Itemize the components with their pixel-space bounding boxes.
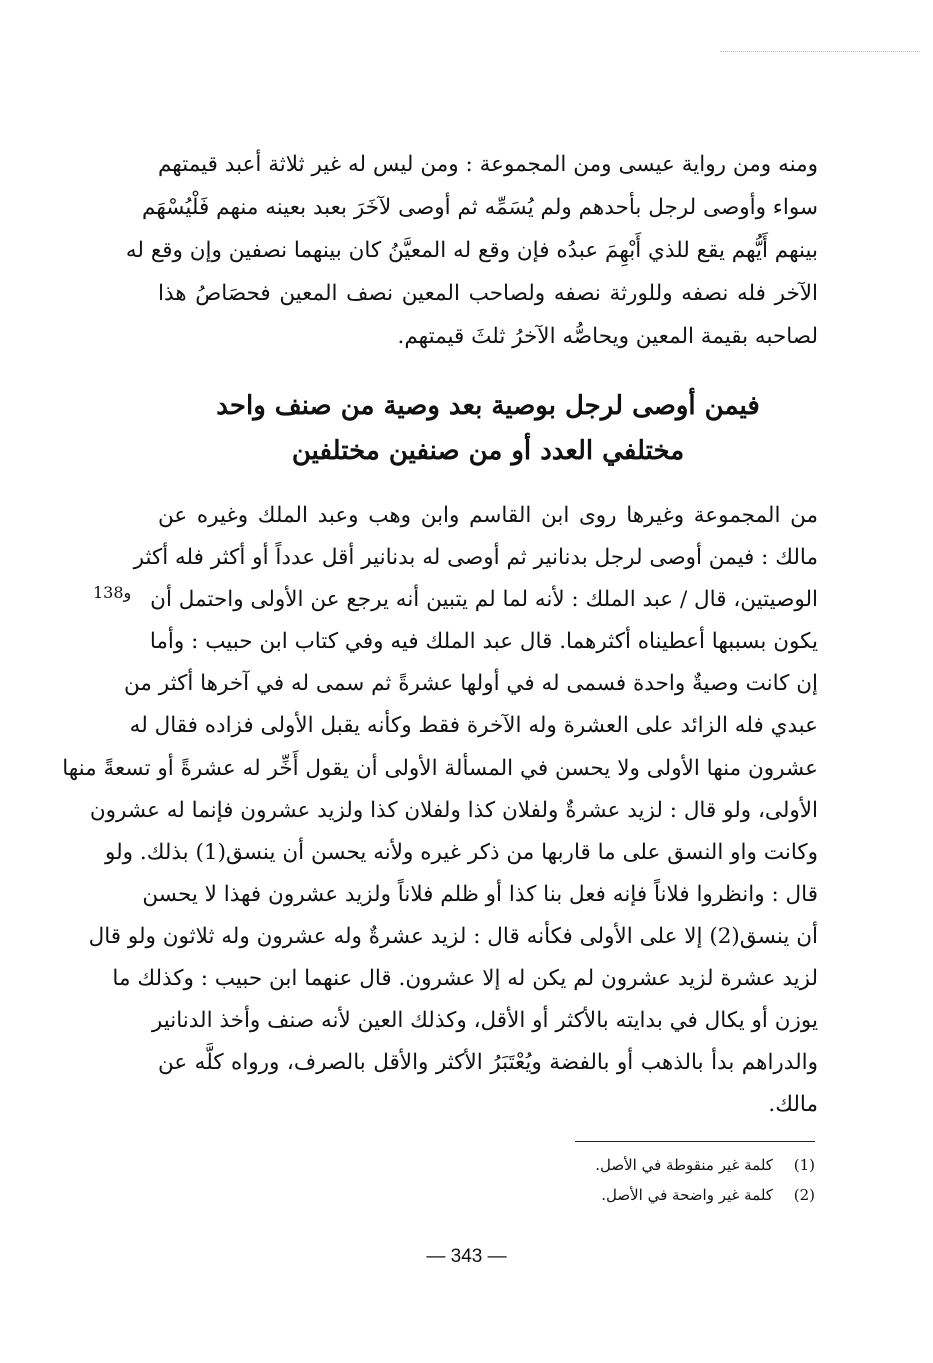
footnote-2 [395, 1186, 815, 1204]
section-heading-line-2: مختلفي العدد أو من صنفين مختلفين [291, 436, 685, 466]
text-line: لزيد عشرة لزيد عشرون لم يكن له إلا عشرون. قال عنهما ابن حبيب : وكذلك ما [112, 966, 818, 992]
text-line: عبدي فله الزائد على العشرة وله الآخرة فقط وكأنه يقبل الأولى فزاده فقال له [129, 713, 818, 739]
text-line: وكانت واو النسق على ما قاربها من ذكر غيره ولأنه يحسن أن ينسق(1) بذلك. ولو [105, 839, 818, 865]
text-line: الوصيتين، قال / عبد الملك : لأنه لما لم يتبين أنه يرجع عن الأولى واحتمل أن [150, 587, 818, 613]
text-line: الآخر فله نصفه وللورثة نصفه ولصاحب المعين نصف المعين فحصَاصُ هذا [158, 281, 818, 306]
footnote-text: كلمة غير منقوطة في الأصل. [595, 1156, 773, 1174]
text-line: قال : وانظروا فلاناً فإنه فعل بنا كذا أو ظلم فلاناً ولزيد عشرون فهذا لا يحسن [142, 881, 818, 907]
text-line: من المجموعة وغيرها روى ابن القاسم وابن وهب وعبد الملك وغيره عن [158, 503, 818, 528]
text-line: بينهم أَيُّهم يقع للذي أَبْهِمَ عبدُه فإن وقع له المعيَّنُ كان بينهما نصفين وإن وقع له [125, 238, 818, 263]
text-line: عشرون منها الأولى ولا يحسن في المسألة الأولى أن يقول أَخِّر له عشرةً أو تسعةً منها [62, 755, 818, 781]
page-number: — 343 — [426, 1246, 507, 1267]
text-line: الأولى، ولو قال : لزيد عشرةٌ ولفلان كذا ولفلان كذا ولزيد عشرون فإنما له عشرون [89, 797, 818, 823]
footnote-number: (1) [793, 1156, 815, 1174]
section-heading-line-1: فيمن أوصى لرجل بوصية بعد وصية من صنف واحد [216, 391, 760, 421]
folio-margin-note: 138و [93, 583, 132, 602]
footnote-text: كلمة غير واضحة في الأصل. [601, 1186, 773, 1204]
text-line: ومنه ومن رواية عيسى ومن المجموعة : ومن ليس له غير ثلاثة أعبد قيمتهم [158, 152, 818, 177]
text-line: يوزن أو يكال في بدايته بالأكثر أو الأقل، وكذلك العين لأنه صنف وأخذ الدنانير [151, 1008, 818, 1034]
paragraph-1 [125, 143, 818, 358]
footnote-divider [575, 1141, 815, 1142]
footnote-number: (2) [793, 1186, 815, 1204]
text-line: لصاحبه بقيمة المعين ويحاصُّه الآخرُ ثلثَ قيمتهم. [397, 324, 818, 349]
text-line: مالك : فيمن أوصى لرجل بدنانير ثم أوصى له بدنانير أقل عدداً أو أكثر فله أكثر [133, 545, 818, 571]
text-line: إن كانت وصيةٌ واحدة فسمى له في أولها عشرةً ثم سمى له في آخرها أكثر من [124, 671, 818, 697]
scan-artifact-dots [720, 51, 920, 53]
text-line: يكون بسببها أعطيناه أكثرهما. قال عبد الملك فيه وفي كتاب ابن حبيب : وأما [149, 629, 818, 655]
text-line: والدراهم بدأ بالذهب أو بالفضة ويُعْتَبَرُ الأكثر والأقل بالصرف، ورواه كلَّه عن [158, 1050, 818, 1076]
footnote-1 [395, 1156, 815, 1174]
text-line: مالك. [768, 1092, 818, 1118]
text-line: سواء وأوصى لرجل بأحدهم ولم يُسَمِّه ثم أوصى لآخَرَ بعبد بعينه منهم فَلْيُسْهَم [142, 195, 818, 220]
text-line: أن ينسق(2) إلا على الأولى فكأنه قال : لزيد عشرةٌ وله عشرون وله ثلاثون ولو قال [88, 923, 818, 949]
